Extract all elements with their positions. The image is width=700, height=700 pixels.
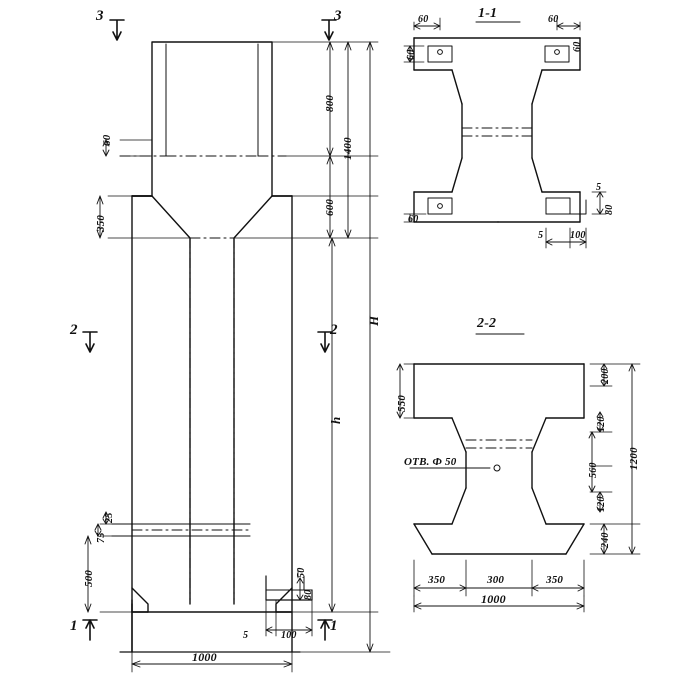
dim-50-bottom: 50 [296,567,307,578]
dim-800: 800 [324,94,336,112]
s22-dim-200: 200 [600,368,611,384]
dim-25: 25 [104,512,115,523]
dim-60-upper: 60 [101,134,113,146]
s11-dim-100-bottom: 100 [570,230,586,241]
section-mark-1-right: 1 [330,618,338,634]
s22-dim-120-upper: 120 [596,416,607,432]
s11-dim-60-topright: 60 [548,14,559,25]
s22-dim-240: 240 [600,532,611,548]
dim-5-bottom: 5 [243,630,249,641]
s11-dim-60-topleft-v: 60 [406,49,417,60]
s11-dim-60-topleft: 60 [418,14,429,25]
s11-dim-60-bottomleft: 60 [408,214,419,225]
s22-dim-350-left: 350 [428,574,446,586]
section-mark-2-right: 2 [330,322,338,338]
dim-h: h [328,416,343,424]
s11-dim-80-right: 80 [604,204,615,215]
s11-dim-60-topright-v: 60 [572,41,583,52]
s11-dim-5-bottom: 5 [538,230,544,241]
section-mark-1-left: 1 [70,618,78,634]
section-mark-3-left: 3 [96,8,104,24]
hole-note: ОТВ. Ф 50 [404,456,457,468]
dim-1400: 1400 [342,137,354,160]
section-mark-3-right: 3 [334,8,342,24]
s22-dim-560: 560 [588,462,599,478]
s22-dim-300: 300 [487,574,505,586]
s22-dim-120-lower: 120 [596,496,607,512]
dim-100-bottom: 100 [281,630,297,641]
s22-dim-550: 550 [396,394,408,412]
s22-dim-1200: 1200 [628,447,640,470]
dim-500: 500 [83,569,95,587]
section-mark-2-left: 2 [70,322,78,338]
dim-600: 600 [324,198,336,216]
dim-75: 75 [96,532,107,543]
dim-350: 350 [95,214,107,232]
s11-dim-5-right: 5 [596,182,602,193]
dim-80-bottom: 80 [303,589,314,600]
s22-dim-350-right: 350 [546,574,564,586]
s22-dim-1000: 1000 [481,592,506,606]
section-2-2-title: 2-2 [477,316,497,331]
dim-H: H [366,315,381,326]
dim-1000-bottom: 1000 [192,650,217,664]
section-1-1-title: 1-1 [478,6,498,21]
